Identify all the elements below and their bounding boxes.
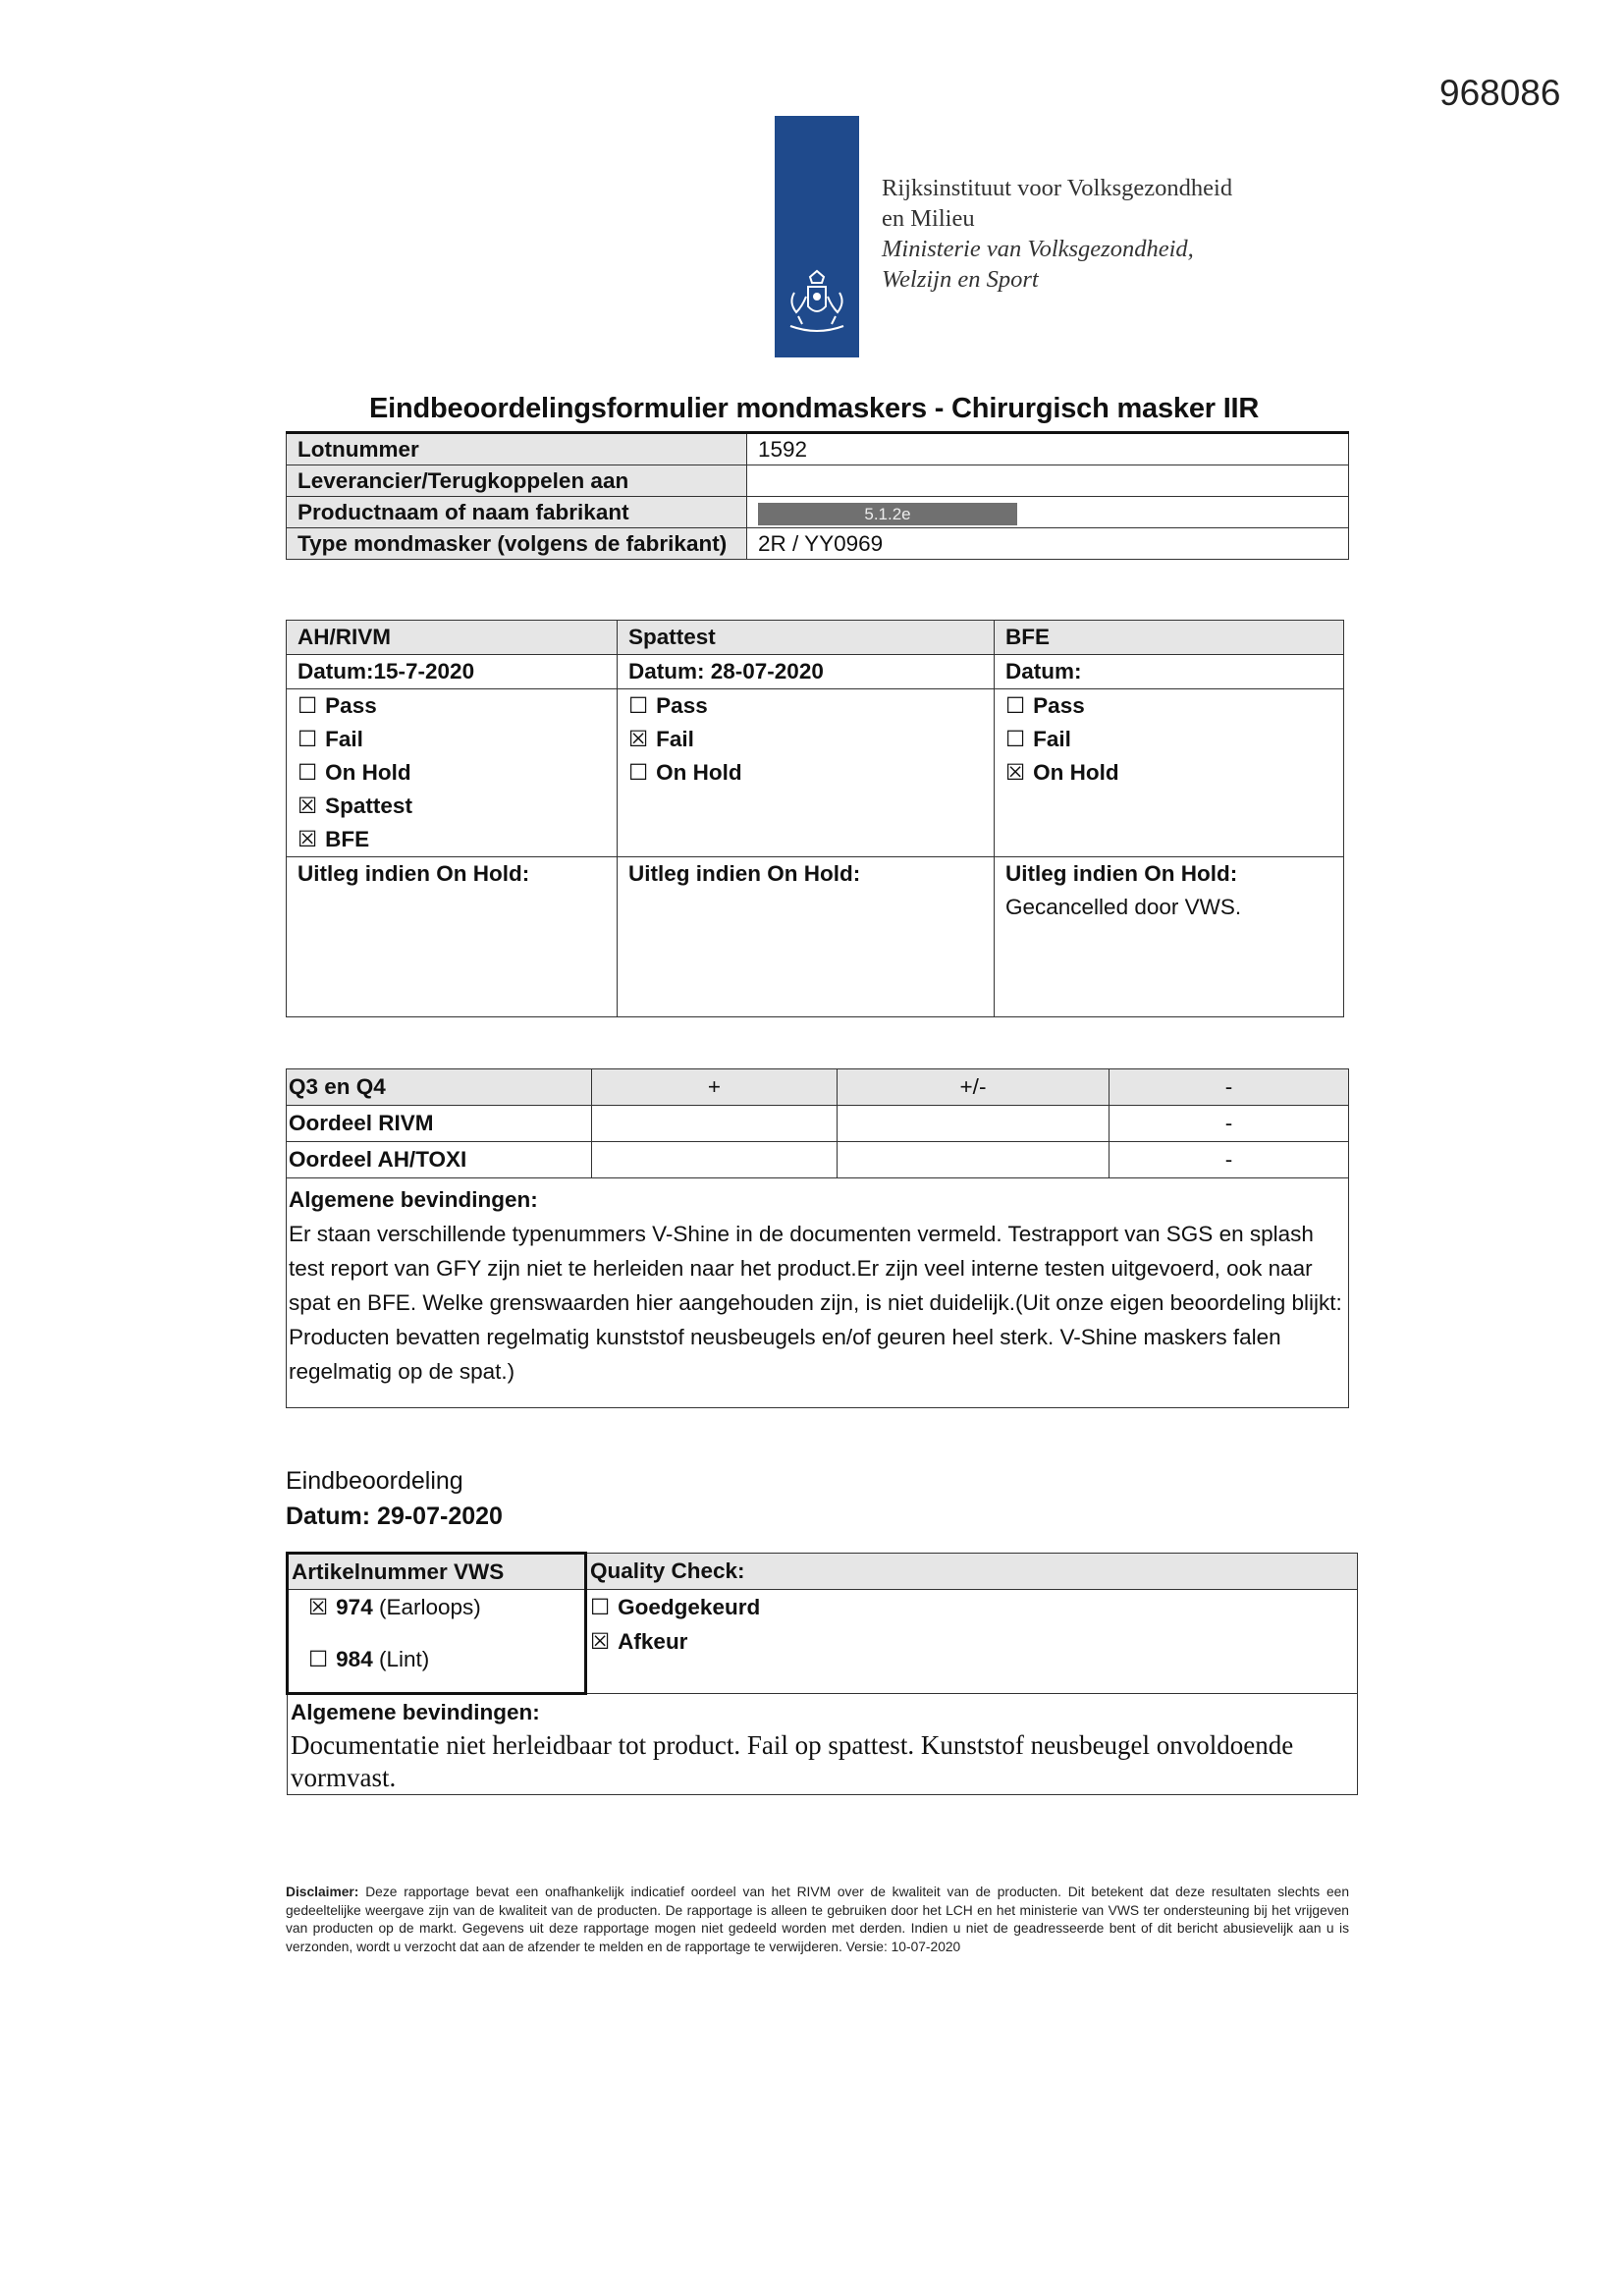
checked-box-icon: ☒: [308, 1595, 329, 1619]
ministry-line1: Ministerie van Volksgezondheid,: [882, 236, 1194, 262]
royal-crest-icon: [781, 267, 853, 342]
option-label: Spattest: [325, 793, 412, 818]
table-row: [288, 1554, 1358, 1590]
option-label: Fail: [325, 727, 363, 751]
options-bfe: [995, 689, 1344, 857]
form-title: Eindbeoordelingsformulier mondmaskers - Chirurgisch masker IIR: [369, 393, 1260, 424]
checkbox-icon: ☐: [628, 760, 649, 785]
row-label-rivm: Oordeel RIVM: [287, 1106, 592, 1142]
rivm-minus-mark: -: [1110, 1106, 1349, 1142]
checkbox-icon: ☐: [298, 727, 318, 751]
col-plus: +: [592, 1069, 838, 1106]
product-name-label: Productnaam of naam fabrikant: [287, 497, 747, 528]
option-bfe: [298, 823, 606, 856]
ministry-line2: Welzijn en Sport: [882, 266, 1039, 293]
option-pass: [1005, 689, 1332, 723]
quality-check-header: Quality Check:: [586, 1554, 1358, 1590]
qc-label: Afkeur: [618, 1629, 688, 1654]
explain-label: Uitleg indien On Hold:: [1005, 861, 1238, 886]
option-on-hold: [298, 756, 606, 790]
option-fail: [628, 723, 983, 756]
final-assessment-heading: [286, 1463, 503, 1534]
explain-text: Gecancelled door VWS.: [1005, 895, 1242, 919]
org-name-line2: en Milieu: [882, 205, 975, 232]
qc-label: Goedgekeurd: [618, 1595, 761, 1619]
product-name-cell: [747, 497, 1349, 528]
table-row: [287, 1069, 1349, 1106]
general-findings-cell: [287, 1178, 1349, 1408]
option-label: On Hold: [656, 760, 742, 785]
table-row: [287, 1178, 1349, 1408]
checked-box-icon: ☒: [590, 1629, 611, 1654]
final-findings-text: Documentatie niet herleidbaar tot product. Fail op spattest. Kunststof neusbeugel onvoldoende vormvast.: [291, 1730, 1294, 1792]
option-label: BFE: [325, 827, 370, 851]
table-row: [287, 1106, 1349, 1142]
checked-box-icon: ☒: [628, 727, 649, 751]
cell-empty: [592, 1142, 838, 1178]
explain-ah-rivm: [287, 857, 618, 1017]
table-row: [287, 689, 1344, 857]
cell-empty: [838, 1142, 1110, 1178]
supplier-label: Leverancier/Terugkoppelen aan: [287, 465, 747, 497]
organisation-block: [882, 173, 1232, 295]
qc-approved: [590, 1590, 1354, 1624]
disclaimer: [286, 1884, 1349, 1956]
checkbox-icon: ☐: [628, 693, 649, 718]
option-pass: [628, 689, 983, 723]
explain-spattest: [618, 857, 995, 1017]
table-row: [287, 1142, 1349, 1178]
test-results-table: [286, 620, 1344, 1017]
article-number: 984: [336, 1647, 373, 1671]
date-spattest: Datum: 28-07-2020: [618, 655, 995, 689]
mask-type-label: Type mondmasker (volgens de fabrikant): [287, 528, 747, 560]
option-label: Fail: [656, 727, 694, 751]
lot-label: Lotnummer: [287, 433, 747, 465]
findings-label: Algemene bevindingen:: [289, 1187, 538, 1212]
checked-box-icon: ☒: [298, 793, 318, 818]
checkbox-icon: ☐: [308, 1647, 329, 1671]
explain-bfe: [995, 857, 1344, 1017]
checkbox-icon: ☐: [298, 693, 318, 718]
disclaimer-text: Deze rapportage bevat een onafhankelijk indicatief oordeel van het RIVM over de kwaliteit van de producten. Dit betekent dat deze resultaten slechts een gedeeltelijke weergave zijn van de kwaliteit van de producten. De rapportage is alleen te gebruiken door het LCH en het ministerie van VWS ter ondersteuning bij het vrijgeven van producten op de markt. Gegevens uit deze rapportage mogen niet gedeeld worden met derden. Indien u niet de geadresseerde bent of dit bericht abusievelijk aan u is verzonden, wordt u verzocht dat aan de afzender te melden en de rapportage te verwijderen. Versie: 10-07-2020: [286, 1885, 1349, 1954]
quality-check-options: [586, 1590, 1358, 1694]
final-date: Datum: 29-07-2020: [286, 1503, 503, 1530]
checkbox-icon: ☐: [1005, 727, 1026, 751]
option-on-hold: [1005, 756, 1332, 790]
q3-q4-judgement-table: [286, 1068, 1349, 1408]
redacted-product-name: 5.1.2e: [758, 503, 1017, 525]
table-row: [288, 1694, 1358, 1795]
document-number: 968086: [1439, 73, 1561, 113]
supplier-value: [747, 465, 1349, 497]
final-findings-cell: [288, 1694, 1358, 1795]
checkbox-icon: ☐: [298, 760, 318, 785]
checked-box-icon: ☒: [1005, 760, 1026, 785]
article-number: 974: [336, 1595, 373, 1619]
explain-label: Uitleg indien On Hold:: [298, 861, 530, 886]
cell-empty: [592, 1106, 838, 1142]
checked-box-icon: ☒: [298, 827, 318, 851]
final-findings-label: Algemene bevindingen:: [291, 1700, 540, 1724]
article-options: [288, 1590, 586, 1694]
article-number-header: Artikelnummer VWS: [288, 1554, 586, 1590]
option-label: Pass: [1033, 693, 1085, 718]
option-pass: [298, 689, 606, 723]
table-row: [287, 465, 1349, 497]
table-row: [287, 528, 1349, 560]
option-fail: [1005, 723, 1332, 756]
row-label-ah-toxi: Oordeel AH/TOXI: [287, 1142, 592, 1178]
explain-label: Uitleg indien On Hold:: [628, 861, 861, 886]
final-assessment-table: [286, 1552, 1358, 1795]
final-heading: Eindbeoordeling: [286, 1467, 463, 1495]
option-label: Pass: [325, 693, 377, 718]
findings-italic-note: (Uit onze eigen beoordeling blijkt: Producten bevatten regelmatig kunststof neusbeugels en/of geuren heel sterk. V-Shine maskers falen regelmatig op de spat.): [289, 1290, 1342, 1384]
col-plus-minus: +/-: [838, 1069, 1110, 1106]
lot-value: 1592: [747, 433, 1349, 465]
org-name-line1: Rijksinstituut voor Volksgezondheid: [882, 175, 1233, 201]
col-header-spattest: Spattest: [618, 621, 995, 655]
article-desc: (Lint): [378, 1647, 430, 1671]
product-info-table: [286, 431, 1349, 560]
mask-type-value: 2R / YY0969: [747, 528, 1349, 560]
option-on-hold: [628, 756, 983, 790]
col-header-ah-rivm: AH/RIVM: [287, 621, 618, 655]
date-bfe: Datum:: [995, 655, 1344, 689]
table-row: [287, 433, 1349, 465]
cell-empty: [838, 1106, 1110, 1142]
col-minus: -: [1110, 1069, 1349, 1106]
ah-toxi-minus-mark: -: [1110, 1142, 1349, 1178]
qc-rejected: [590, 1624, 1354, 1659]
table-row: [288, 1590, 1358, 1694]
q3q4-header: Q3 en Q4: [287, 1069, 592, 1106]
article-974: [308, 1590, 581, 1624]
col-header-bfe: BFE: [995, 621, 1344, 655]
option-label: On Hold: [1033, 760, 1119, 785]
table-row: [287, 497, 1349, 528]
article-984: [308, 1642, 581, 1676]
option-label: Pass: [656, 693, 708, 718]
table-row: [287, 857, 1344, 1017]
checkbox-icon: ☐: [1005, 693, 1026, 718]
findings-text: Er staan verschillende typenummers V-Shine in de documenten vermeld. Testrapport van SGS en splash test report van GFY zijn niet te herleiden naar het product.Er zijn veel interne testen uitgevoerd, ook naar spat en BFE. Welke grenswaarden hier aangehouden zijn, is niet duidelijk.: [289, 1222, 1314, 1315]
options-spattest: [618, 689, 995, 857]
options-ah-rivm: [287, 689, 618, 857]
checkbox-icon: ☐: [590, 1595, 611, 1619]
date-ah-rivm: Datum:15-7-2020: [287, 655, 618, 689]
option-label: Fail: [1033, 727, 1071, 751]
option-label: On Hold: [325, 760, 411, 785]
option-fail: [298, 723, 606, 756]
article-desc: (Earloops): [378, 1595, 481, 1619]
table-row: [287, 655, 1344, 689]
table-row: [287, 621, 1344, 655]
option-spattest: [298, 790, 606, 823]
disclaimer-label: Disclaimer:: [286, 1885, 359, 1899]
